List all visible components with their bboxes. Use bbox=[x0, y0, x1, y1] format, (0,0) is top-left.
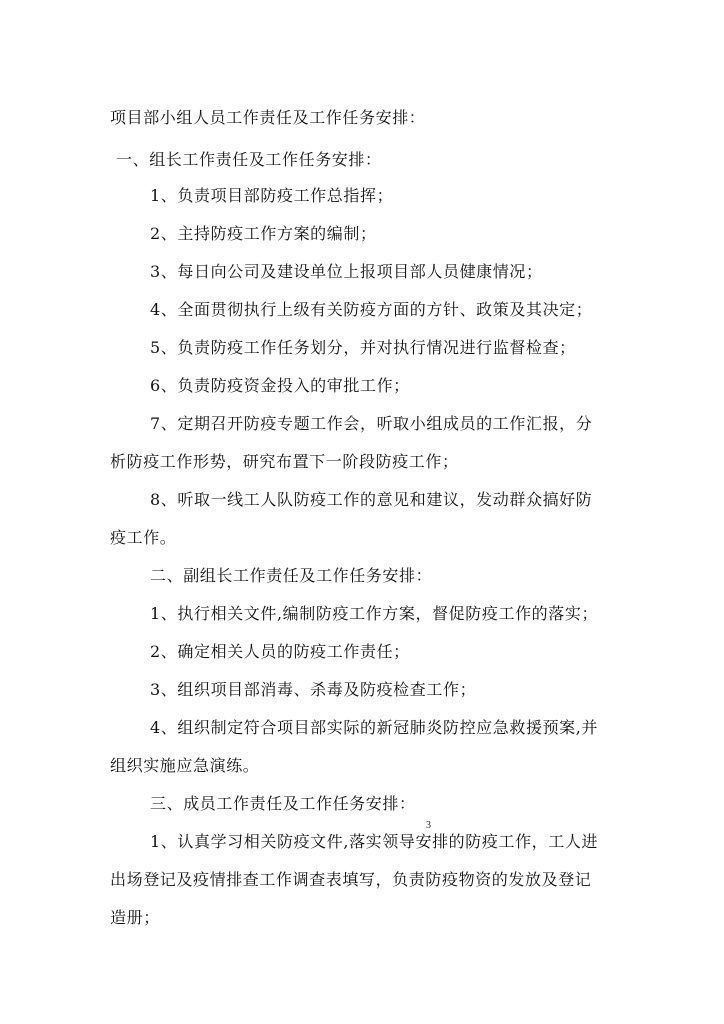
deputy-item-1: 1、执行相关文件,编制防疫工作方案，督促防疫工作的落实； bbox=[150, 604, 599, 623]
member-item-1-end: 造册； bbox=[110, 908, 160, 927]
section-heading-members: 三、成员工作责任及工作任务安排： bbox=[150, 794, 416, 813]
leader-item-6: 6、负责防疫资金投入的审批工作； bbox=[150, 376, 410, 395]
member-item-1-continued: 出场登记及疫情排查工作调查表填写，负责防疫物资的发放及登记 bbox=[110, 870, 592, 889]
leader-item-1: 1、负责项目部防疫工作总指挥； bbox=[150, 186, 394, 205]
section-heading-leader: 一、组长工作责任及工作任务安排： bbox=[116, 150, 382, 169]
leader-item-4: 4、全面贯彻执行上级有关防疫方面的方针、政策及其决定； bbox=[150, 300, 593, 319]
leader-item-2: 2、主持防疫工作方案的编制； bbox=[150, 224, 377, 243]
page-number: 3 bbox=[426, 820, 431, 831]
member-item-1: 1、认真学习相关防疫文件,落实领导安排的防疫工作，工人进 bbox=[150, 832, 599, 851]
leader-item-3: 3、每日向公司及建设单位上报项目部人员健康情况； bbox=[150, 262, 543, 281]
deputy-item-2: 2、确定相关人员的防疫工作责任； bbox=[150, 642, 410, 661]
leader-item-8: 8、听取一线工人队防疫工作的意见和建议，发动群众搞好防 bbox=[150, 490, 593, 509]
leader-item-7: 7、定期召开防疫专题工作会，听取小组成员的工作汇报，分 bbox=[150, 414, 593, 433]
leader-item-5: 5、负责防疫工作任务划分，并对执行情况进行监督检查； bbox=[150, 338, 576, 357]
section-heading-deputy: 二、副组长工作责任及工作任务安排： bbox=[150, 566, 433, 585]
deputy-item-4-continued: 组织实施应急演练。 bbox=[110, 756, 260, 775]
leader-item-7-continued: 析防疫工作形势，研究布置下一阶段防疫工作； bbox=[110, 452, 459, 471]
document-title: 项目部小组人员工作责任及工作任务安排： bbox=[110, 108, 426, 127]
deputy-item-3: 3、组织项目部消毒、杀毒及防疫检查工作； bbox=[150, 680, 477, 699]
deputy-item-4: 4、组织制定符合项目部实际的新冠肺炎防控应急救援预案,并 bbox=[150, 718, 599, 737]
leader-item-8-continued: 疫工作。 bbox=[110, 528, 177, 547]
